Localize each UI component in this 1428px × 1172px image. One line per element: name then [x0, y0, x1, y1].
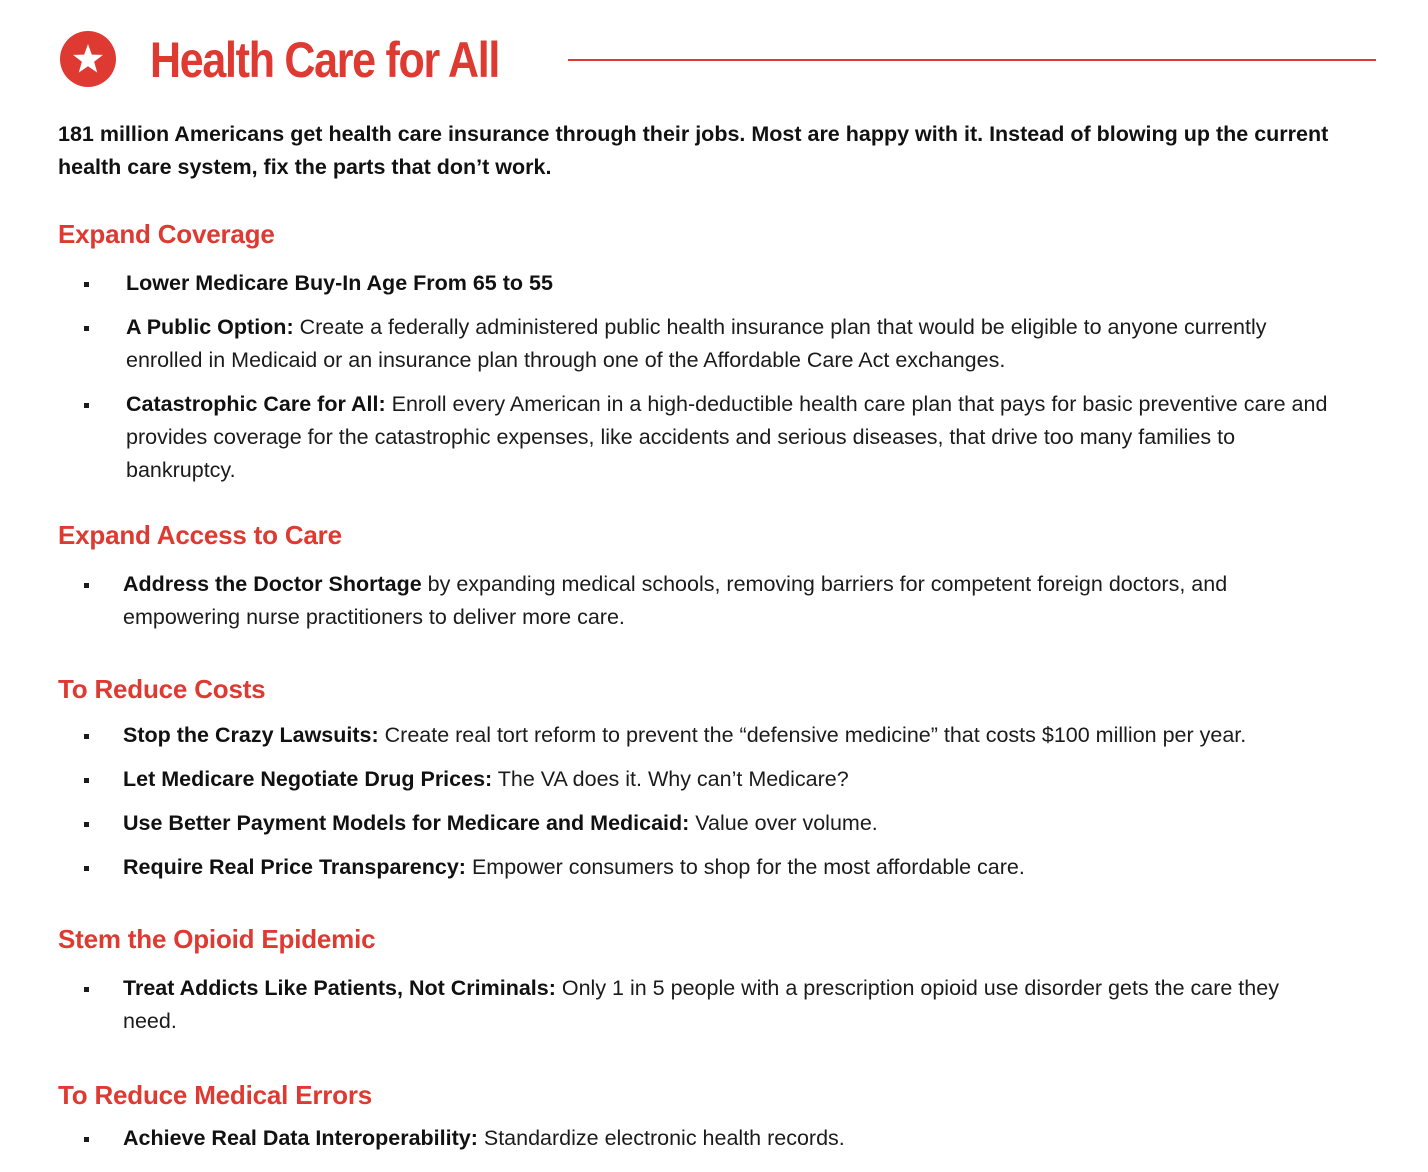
list-item	[84, 1122, 1334, 1155]
item-text: Enroll every American in a high-deductible health care plan that pays for basic preventive care and provides coverage for the catastrophic expenses, like accidents and serious diseases, that drive too many families to bankruptcy.	[126, 392, 1328, 482]
bullet-marker	[84, 778, 89, 783]
list-item	[84, 388, 1334, 487]
star-icon	[60, 31, 116, 87]
item-title: Catastrophic Care for All:	[126, 392, 386, 416]
bullet-marker	[84, 583, 89, 588]
list-item	[84, 719, 1374, 752]
bullet-marker	[84, 987, 89, 992]
bullet-marker	[84, 822, 89, 827]
bullet-marker	[84, 282, 89, 287]
bullet-marker	[84, 734, 89, 739]
page-header	[58, 28, 1378, 92]
item-text: The VA does it. Why can’t Medicare?	[492, 767, 849, 791]
item-title: Treat Addicts Like Patients, Not Criminals:	[123, 976, 556, 1000]
item-title: Require Real Price Transparency:	[123, 855, 466, 879]
item-title: A Public Option:	[126, 315, 294, 339]
section-heading-expand-coverage: Expand Coverage	[58, 219, 275, 249]
item-text: Create real tort reform to prevent the “defensive medicine” that costs $100 million per year.	[378, 723, 1247, 747]
intro-paragraph: 181 million Americans get health care insurance through their jobs. Most are happy with it. Instead of blowing up the current health care system, fix the parts that don’t work.	[58, 122, 1329, 179]
bullet-marker	[84, 1137, 89, 1142]
section-heading-medical-errors: To Reduce Medical Errors	[58, 1080, 373, 1110]
section-heading-reduce-costs: To Reduce Costs	[58, 674, 266, 704]
item-title: Let Medicare Negotiate Drug Prices:	[123, 767, 493, 791]
title-divider	[568, 59, 1376, 61]
list-item	[84, 311, 1334, 377]
item-text: Empower consumers to shop for the most affordable care.	[465, 855, 1025, 879]
list-item	[84, 763, 1374, 796]
bullet-marker	[84, 403, 89, 408]
item-title: Address the Doctor Shortage	[123, 572, 422, 596]
bullet-marker	[84, 326, 89, 331]
item-title: Lower Medicare Buy-In Age From 65 to 55	[126, 271, 553, 295]
item-title: Use Better Payment Models for Medicare and Medicaid:	[123, 811, 690, 835]
page-title: Health Care for All	[150, 32, 500, 88]
list-item	[84, 972, 1334, 1038]
bullet-list-medical-errors	[84, 1122, 1334, 1166]
bullet-list-reduce-costs	[84, 719, 1374, 895]
bullet-marker	[84, 866, 89, 871]
bullet-list-expand-access	[84, 568, 1334, 645]
item-text: Only 1 in 5 people with a prescription opioid use disorder gets the care they need.	[123, 976, 1279, 1033]
bullet-list-opioid-epidemic	[84, 972, 1334, 1049]
list-item	[84, 267, 1334, 300]
list-item	[84, 807, 1374, 840]
list-item	[84, 851, 1374, 884]
section-heading-expand-access: Expand Access to Care	[58, 520, 342, 550]
item-text: Create a federally administered public health insurance plan that would be eligible to anyone currently enrolled in Medicaid or an insurance plan through one of the Affordable Care Act exchanges.	[126, 315, 1267, 372]
bullet-list-expand-coverage	[84, 267, 1334, 498]
item-title: Achieve Real Data Interoperability:	[123, 1126, 478, 1150]
list-item	[84, 568, 1334, 634]
item-text: Value over volume.	[689, 811, 878, 835]
item-title: Stop the Crazy Lawsuits:	[123, 723, 379, 747]
section-heading-opioid-epidemic: Stem the Opioid Epidemic	[58, 924, 376, 954]
item-text: by expanding medical schools, removing barriers for competent foreign doctors, and empowering nurse practitioners to deliver more care.	[123, 572, 1228, 629]
item-text: Standardize electronic health records.	[477, 1126, 845, 1150]
